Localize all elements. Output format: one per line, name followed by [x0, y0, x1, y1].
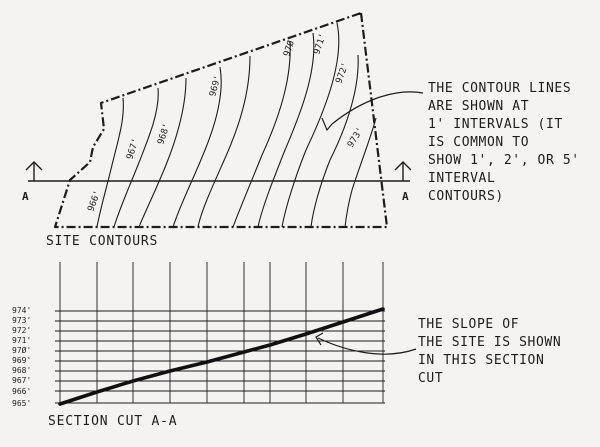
contour-line [97, 98, 123, 227]
elevation-label: 97Ø' [12, 346, 32, 355]
section-mark-right: A [402, 190, 409, 203]
site-contours-plan [22, 13, 588, 249]
contour-lines [97, 23, 376, 227]
note-line: CUT [418, 371, 444, 386]
note-line: THE SITE IS SHOWN [418, 335, 562, 350]
note-line: THE SLOPE OF [418, 317, 520, 332]
elevation-label: 969' [12, 356, 32, 365]
contour-label: 97Ø' [282, 34, 299, 58]
section-cut-view [12, 262, 570, 429]
ground-profile-line [60, 309, 383, 404]
note-line: CONTOURS) [428, 189, 504, 204]
elevation-label: 974' [12, 306, 32, 315]
elevation-label: 966' [12, 387, 32, 396]
contour-label: 969' [208, 74, 224, 98]
contour-label: 973' [346, 125, 367, 150]
contour-line [198, 56, 250, 227]
note-line: INTERVAL [428, 171, 496, 186]
note-line: 1' INTERVALS (IT [428, 117, 563, 132]
elevation-label: 972' [12, 326, 32, 335]
slope-note [418, 317, 570, 386]
contour-line [139, 78, 186, 227]
site-contours-caption: SITE CONTOURS [46, 234, 159, 249]
contour-line [233, 42, 290, 227]
note-line: ARE SHOWN AT [428, 99, 530, 114]
elevation-label: 967' [12, 376, 32, 385]
contour-label: 966' [86, 189, 104, 214]
elevation-label: 971' [12, 336, 32, 345]
note-line: IN THIS SECTION [418, 353, 545, 368]
note-line: THE CONTOUR LINES [428, 81, 572, 96]
contour-label: 967' [125, 137, 142, 161]
contour-line [258, 33, 314, 227]
note-line: IS COMMON TO [428, 135, 530, 150]
contour-label: 971' [312, 32, 329, 56]
contour-label: 968' [156, 122, 173, 146]
note-line: SHOW 1', 2', OR 5' [428, 153, 580, 168]
section-cut-caption: SECTION CUT A-A [48, 414, 178, 429]
elevation-label: 965' [12, 399, 32, 408]
contour-label: 972' [334, 61, 352, 86]
section-cut-line [26, 162, 411, 181]
elevation-label: 968' [12, 366, 32, 375]
contour-line [114, 88, 158, 227]
section-mark-left: A [22, 190, 29, 203]
section-vertical-grid [60, 262, 383, 403]
contour-interval-note [428, 81, 588, 204]
elevation-label: 973' [12, 316, 32, 325]
